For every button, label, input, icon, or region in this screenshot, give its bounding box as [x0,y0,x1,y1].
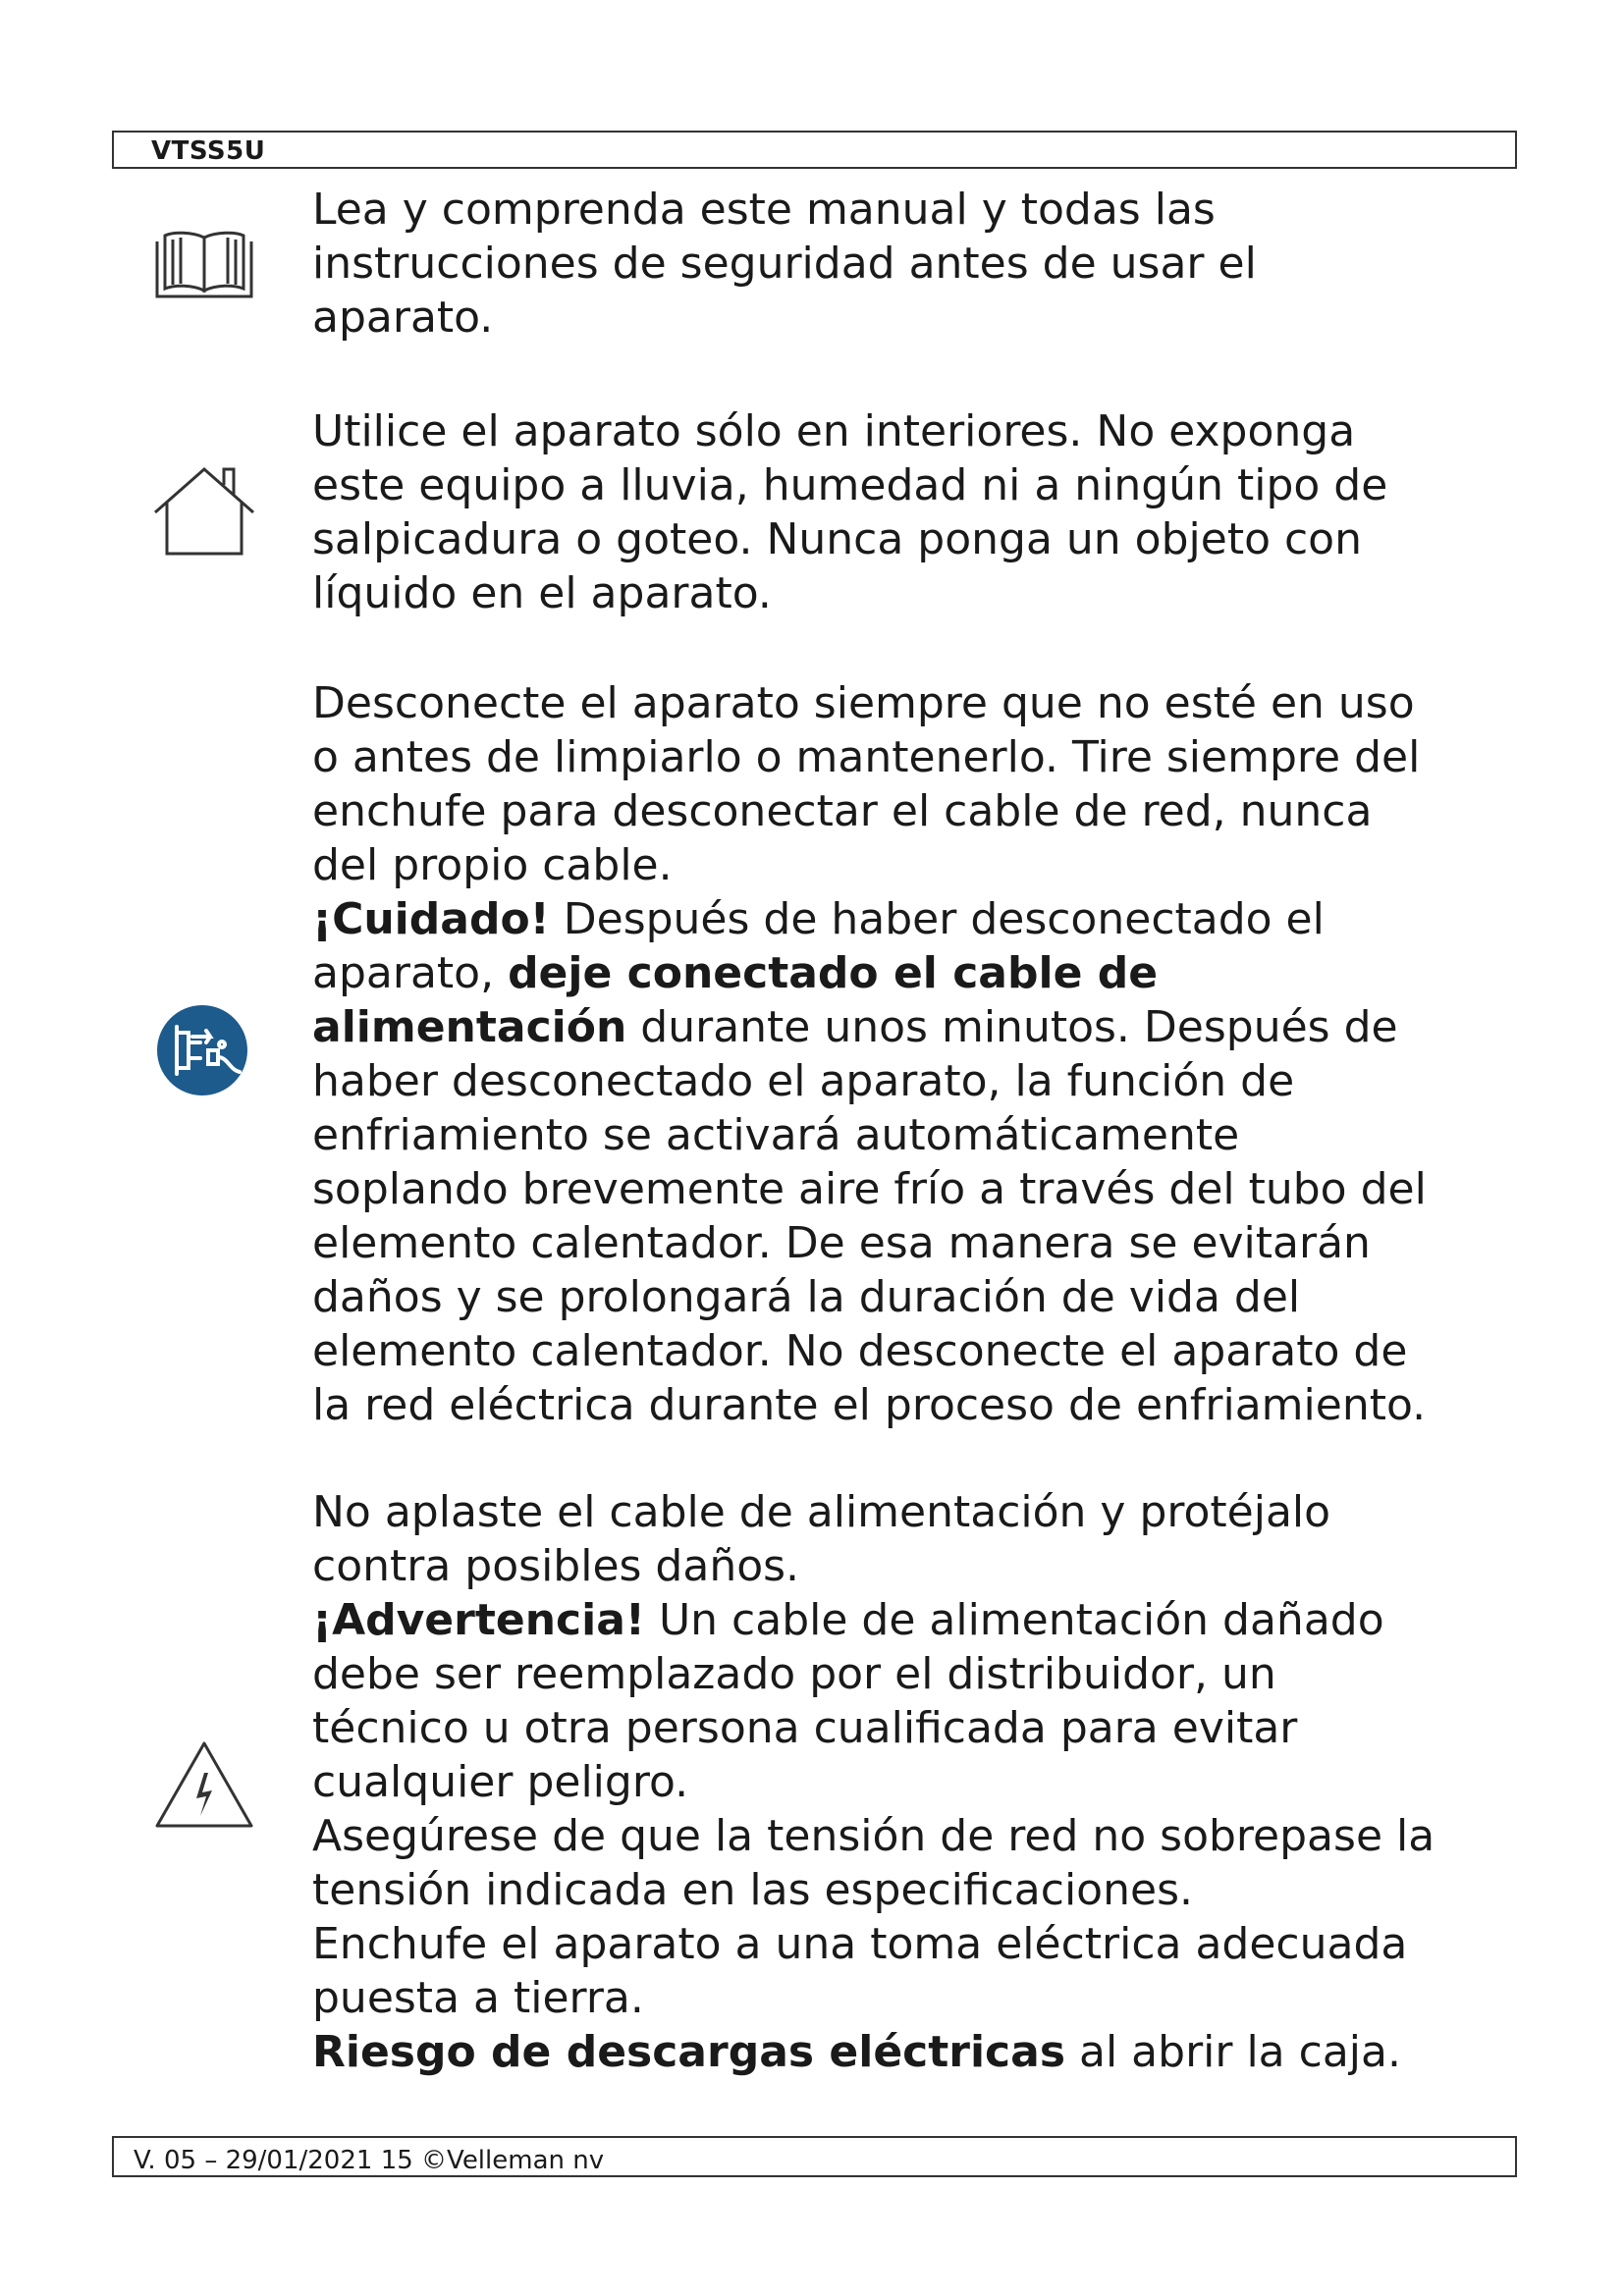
text-line: salpicadura o goteo. Nunca ponga un objeto con [312,514,1362,564]
text-line: enchufe para desconectar el cable de red, nunca [312,786,1373,836]
emphasis-text: alimentación [312,1002,627,1052]
text-line: soplando brevemente aire frío a través del tubo del [312,1164,1427,1214]
caution-label: ¡Cuidado! [312,894,550,944]
indoor-house-icon [151,465,257,560]
warning-line [312,1593,1520,1647]
page-header [112,131,1517,169]
text-line: Asegúrese de que la tensión de red no sobrepase la [312,1811,1435,1861]
text-line: instrucciones de seguridad antes de usar el [312,239,1257,289]
text-fragment: durante unos minutos. Después de [626,1002,1398,1052]
section-cable-safety [312,1485,1520,2079]
text-line: la red eléctrica durante el proceso de enfriamiento. [312,1380,1427,1430]
text-line: aparato. [312,293,494,343]
text-line: haber desconectado el aparato, la función de [312,1056,1295,1106]
disconnect-plug-icon [155,1003,249,1101]
text-line: líquido en el aparato. [312,568,772,618]
text-line: técnico u otra persona cualificada para evitar [312,1703,1298,1753]
caution-text: Después de haber desconectado el [549,894,1325,944]
footer-text: V. 05 – 29/01/2021 15 ©Velleman nv [134,2146,605,2175]
text-line: Lea y comprenda este manual y todas las [312,185,1216,235]
text-line: puesta a tierra. [312,1973,644,2023]
text-line: o antes de limpiarlo o mantenerlo. Tire siempre del [312,732,1421,782]
caution-line [312,892,1520,946]
text-line: del propio cable. [312,840,673,890]
text-line: enfriamiento se activará automáticamente [312,1110,1240,1160]
section-read-manual [312,183,1520,345]
section-indoor-use [312,404,1520,620]
page-footer [112,2136,1517,2177]
text-line: este equipo a lluvia, humedad ni a ningún tipo de [312,460,1388,510]
text-line: elemento calentador. De esa manera se evitarán [312,1218,1371,1268]
text-line: cualquier peligro. [312,1757,689,1807]
text-line: Utilice el aparato sólo en interiores. No exponga [312,406,1356,456]
text-line: elemento calentador. No desconecte el aparato de [312,1326,1408,1376]
risk-label: Riesgo de descargas eléctricas [312,2027,1066,2077]
text-line [312,946,1520,1000]
text-fragment: aparato, [312,948,509,998]
risk-line [312,2025,1520,2079]
section-disconnect [312,676,1520,1432]
text-line: daños y se prolongará la duración de vida del [312,1272,1301,1322]
warning-label: ¡Advertencia! [312,1595,645,1645]
manual-book-icon [153,224,255,304]
text-line: Enchufe el aparato a una toma eléctrica adecuada [312,1919,1408,1969]
text-line: contra posibles daños. [312,1541,800,1591]
text-line: No aplaste el cable de alimentación y protéjalo [312,1487,1331,1537]
model-code: VTSS5U [151,136,266,166]
warning-text: Un cable de alimentación dañado [644,1595,1384,1645]
text-line: debe ser reemplazado por el distribuidor, un [312,1649,1276,1699]
text-line: tensión indicada en las especificaciones. [312,1865,1193,1915]
text-line: Desconecte el aparato siempre que no esté en uso [312,678,1415,728]
emphasis-text: deje conectado el cable de [508,948,1159,998]
text-line [312,1000,1520,1054]
risk-text: al abrir la caja. [1065,2027,1401,2077]
electric-hazard-icon [153,1739,255,1834]
